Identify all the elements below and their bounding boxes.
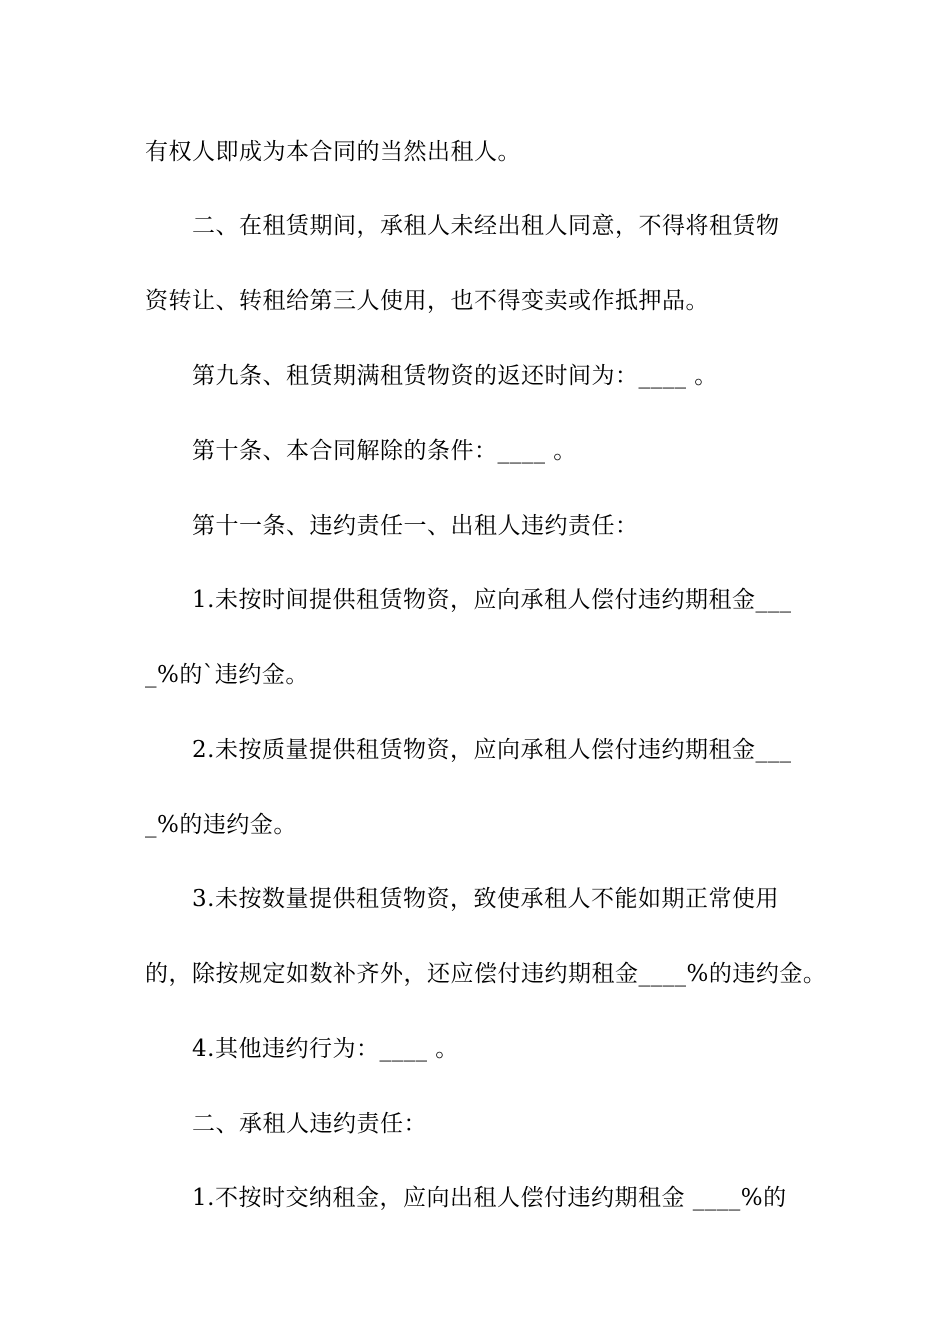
- paragraph-line: 1.不按时交纳租金，应向出租人偿付违约期租金 ____%的: [192, 1185, 787, 1211]
- paragraph-line: _%的`违约金。: [145, 662, 309, 688]
- paragraph-line: 第九条、租赁期满租赁物资的返还时间为：____ 。: [192, 363, 718, 389]
- paragraph-line: 4.其他违约行为：____ 。: [192, 1036, 459, 1062]
- paragraph-line: 有权人即成为本合同的当然出租人。: [145, 139, 521, 165]
- paragraph-line: _%的违约金。: [145, 812, 297, 838]
- paragraph-line: 第十一条、违约责任一、出租人违约责任：: [192, 513, 639, 539]
- paragraph-line: 二、承租人违约责任：: [192, 1111, 427, 1137]
- paragraph-line: 二、在租赁期间，承租人未经出租人同意，不得将租赁物: [192, 213, 780, 239]
- paragraph-line: 1.未按时间提供租赁物资，应向承租人偿付违约期租金___: [192, 587, 792, 613]
- paragraph-line: 资转让、转租给第三人使用，也不得变卖或作抵押品。: [145, 288, 709, 314]
- paragraph-line: 第十条、本合同解除的条件：____ 。: [192, 438, 577, 464]
- paragraph-line: 的，除按规定如数补齐外，还应偿付违约期租金____%的违约金。: [145, 961, 827, 987]
- paragraph-line: 3.未按数量提供租赁物资，致使承租人不能如期正常使用: [192, 886, 779, 912]
- paragraph-line: 2.未按质量提供租赁物资，应向承租人偿付违约期租金___: [192, 737, 792, 763]
